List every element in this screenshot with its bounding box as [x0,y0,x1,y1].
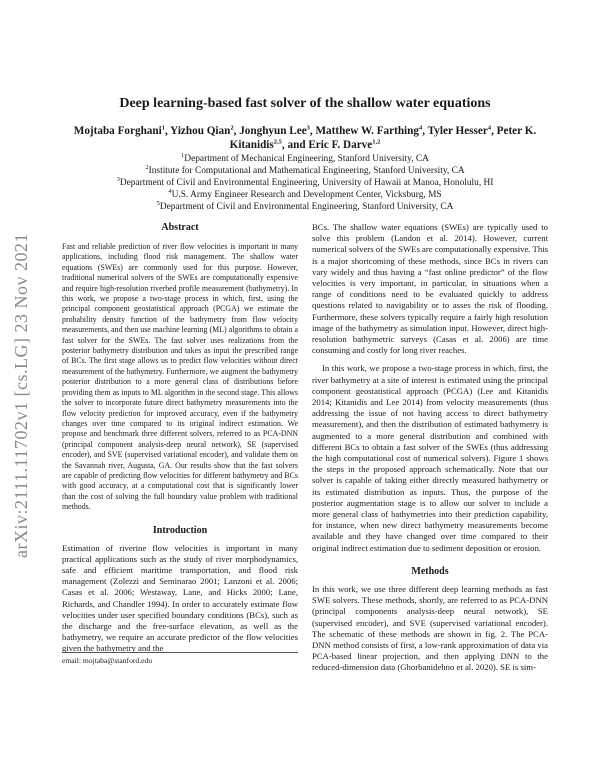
author: Yizhou Qian$^2$, [170,124,240,137]
author-list [65,124,545,152]
author: Tyler Hesser$^4$, [427,124,497,137]
paper-title: Deep learning-based fast solver of the shallow water equations [119,96,491,111]
affiliation: $^4$U.S. Army Engineer Research and Development Center, Vicksburg, MS [168,187,442,200]
footnote-email: email: mojtaba@stanford.edu [62,656,153,665]
methods-heading: Methods [411,565,449,577]
abstract-text: Fast and reliable prediction of river flow velocities is important in many applications, including flood risk management. The shallow water equations (SWEs) are commonly used for this purpose. However, traditional numerical solvers of the SWEs are computationally expensive and require high-resolution riverbed profile measurement (bathymetry). In this work, we propose a two-stage process in which, first, using the principal component geostatistical approach (PCGA) we estimate the probability density function of the bathymetry from flow velocity measurements, and then use machine learning (ML) algorithms to obtain a fast solver for the SWEs. The fast solver uses realizations from the posterior bathymetry distribution and takes as input the prescribed range of BCs. The first stage allows us to predict flow velocities without direct measurement of the bathymetry. Furthermore, we augment the bathymetry posterior distribution to a more general class of distributions before providing them as inputs to ML algorithm in the second stage. This allows the solver to incorporate future direct bathymetry measurements into the flow velocity prediction for improved accuracy, even if the bathymetry changes over time compared to its original indirect estimation. We propose and benchmark three different solvers, referred to as PCA-DNN (principal component analysis-deep neural network), SE (supervised encoder), and SVE (supervised variational encoder), and validate them on the Savannah river, Augusta, GA. Our results show that the fast solvers are capable of predicting flow velocities for different bathymetry and BCs with good accuracy, at a computational cost that is significantly lower than the cost of solving the full boundary value problem with traditional methods. [62,242,298,512]
author: Jonghyun Lee$^3$, [239,124,316,137]
affiliation-list [65,153,545,213]
author: Peter K. Kitanidis$^{2,5}$, and [229,125,537,151]
author: Mojtaba Forghani$^1$, [73,124,171,137]
methods-text: In this work, we use three different deep learning methods as fast SWE solvers. These methods, shortly, are referred to as PCA-DNN (principal components analysis-deep neural network), SE (supervised encoder), and SVE (supervised variational encoder). The schematic of these methods are shown in fig. 2. The PCA-DNN method consists of first, a low-rank approximation of data via PCA-based linear projection, and then applying DNN to the reduced-dimension data (Ghorbanidehno et al. 2020). SE is sim- [312,583,548,673]
abstract-heading: Abstract [161,222,199,233]
footnote [62,652,298,665]
affiliation: $^3$Department of Civil and Environmental Engineering, University of Hawaii at Manoa, Honolulu, HI [116,175,494,188]
arxiv-id: arXiv:2111.11702v1 [cs.LG] 23 Nov 2021 [10,232,31,558]
arxiv-stamp [4,180,38,610]
introduction-text: Estimation of riverine flow velocities is important in many practical applications such as the study of river morphodynamics, safe and efficient maritime transportation, and flood risk management (Zolezzi and Seminarao 2001; Lanzoni et al. 2006; Casas et al. 2006; Westaway, Lane, and Hicks 2000; Lane, Richards, and Chandler 1994). In order to accurately estimate flow velocities under user specified boundary conditions (BCs), such as the discharge and the free-surface elevation, as well as the bathymetry, we require an accurate predictor of the flow velocities given the bathymetry and the [62,542,298,654]
author: Matthew W. Farthing$^4$, [315,124,428,137]
affiliation: $^2$Institute for Computational and Mathematical Engineering, Stanford University, CA [145,163,465,176]
abstract [62,242,298,513]
right-column [312,222,548,674]
introduction-heading: Introduction [152,524,208,536]
affiliation: $^1$Department of Mechanical Engineering, Stanford University, CA [181,151,429,164]
affiliation: $^5$Department of Civil and Environmental Engineering, Stanford University, CA [156,199,454,212]
author: Eric F. Darve$^{1,2}$ [308,138,381,151]
paragraph: In this work, we propose a two-stage process in which, first, the river bathymetry at a site of interest is estimated using the principal component geostatistical approach (PCGA) (Lee and Kitanidis 2014; Kitanidis and Lee 2014) from velocity measurements (thus addressing the issue of not having access to direct bathymetry measurement), and then the distribution of estimated bathymetry is augmented to a more general distribution and combined with different BCs to obtain a fast solver of the SWEs (thus addressing the high computational cost of numerical solvers). Figure 1 shows the steps in the proposed approach schematically. Note that our solver is capable of taking either directly measured bathymetry or its estimated distribution as inputs. Thus, the purpose of the posterior augmentation stage is to allow our solver to include a more general class of bathymetries into their prediction capability, for instance, when new direct bathymetry measurements become available and they have changed over time compared to their original indirect estimation due to sediment deposition or erosion. [312,363,548,553]
left-column [62,222,298,655]
paragraph: BCs. The shallow water equations (SWEs) are typically used to solve this problem (Landon et al. 2014). However, current numerical solvers of the SWEs are computationally expensive. This is a major shortcoming of these methods, since BCs in rivers can vary widely and thus having a “fast online predictor” of the flow velocities is very important, in particular, in situations when a range of conditions need to be evaluated quickly to address questions related to navigability or to asses the risk of flooding. Furthermore, these solvers typically require a fairly high resolution image of the bathymetry as simulation input. However, direct high-resolution bathymetric surveys (Casas et al. 2006) are time consuming and costly for long river reaches. [312,222,548,356]
